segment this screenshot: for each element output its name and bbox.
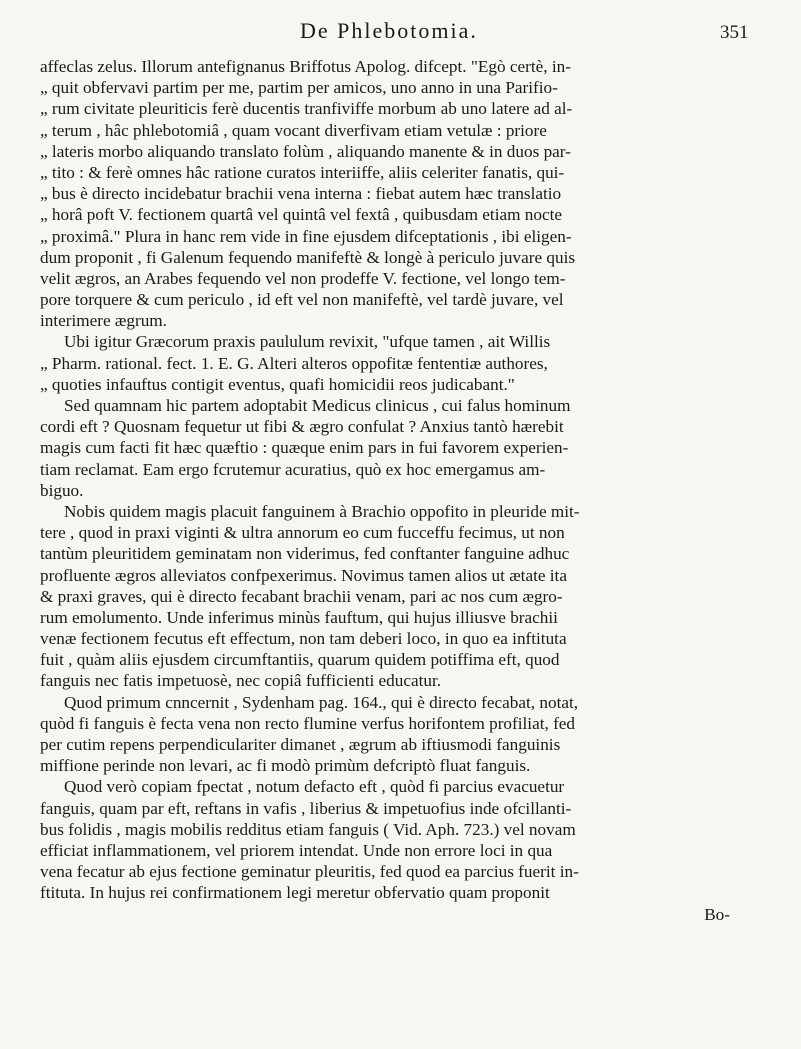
page-number: 351: [720, 22, 749, 43]
text-line: affeclas zelus. Illorum antefignanus Briffotus Apolog. difcept. "Egò certè, in-: [40, 57, 571, 76]
catchword: Bo-: [704, 904, 730, 924]
running-title: De Phlebotomia.: [300, 18, 478, 43]
text-line: „ horâ poft V. fectionem quartâ vel quintâ vel fextâ , quibusdam etiam nocte: [40, 205, 562, 225]
text-line: vena fecatur ab ejus fectione geminatur pleuritis, fed quod ea parcius fuerit in-: [40, 862, 579, 882]
text-line: tere , quod in praxi viginti & ultra annorum eo cum fucceffu fecimus, ut non: [40, 523, 565, 543]
text-line: tantùm pleuritidem geminatam non viderimus, fed conftanter fanguine adhuc: [40, 544, 570, 564]
text-line: pore torquere & cum periculo , id eft vel non manifeftè, vel tardè juvare, vel: [40, 290, 564, 310]
text-line: per cutim repens perpendiculariter dimanet , ægrum ab iftiusmodi fanguinis: [40, 735, 561, 754]
text-line: „ quit obfervavi partim per me, partim per amicos, uno anno in una Parifio-: [40, 78, 558, 98]
text-line: ftituta. In hujus rei confirmationem legi meretur obfervatio quam proponit: [40, 883, 550, 903]
text-line: fanguis nec fatis impetuosè, nec copiâ fufficienti educatur.: [40, 671, 442, 691]
text-line: quòd fi fanguis è fecta vena non recto flumine verfus horifontem profiliat, fed: [40, 713, 576, 733]
text-line: rum emolumento. Unde inferimus minùs fauftum, qui hujus illiusve brachii: [40, 607, 558, 627]
text-line: Sed quamnam hic partem adoptabit Medicus clinicus , cui falus hominum: [64, 396, 571, 415]
text-line: profluente ægros alleviatos confpexerimus. Novimus tamen alios ut ætate ita: [40, 565, 567, 585]
text-line: bus folidis , magis mobilis redditus etiam fanguis ( Vid. Aph. 723.) vel novam: [40, 819, 576, 839]
text-line: magis cum facti fit hæc quæftio : quæque enim pars in fui favorem experien-: [40, 438, 569, 458]
text-line: „ bus è directo incidebatur brachii vena interna : fiebat autem hæc translatio: [40, 184, 562, 204]
text-line: miffione perinde non levari, ac fi modò primùm defcriptò fluat fanguis.: [40, 756, 531, 776]
text-line: tiam reclamat. Eam ergo fcrutemur acuratius, quò ex hoc emergamus am-: [40, 459, 546, 479]
text-line: venæ fectionem fecutus eft effectum, non tam deberi loco, in quo ea inftituta: [40, 629, 567, 649]
text-line: „ proximâ." Plura in hanc rem vide in fine ejusdem difceptationis , ibi eligen-: [40, 226, 572, 246]
text-line: Quod verò copiam fpectat , notum defacto eft , quòd fi parcius evacuetur: [64, 777, 565, 797]
text-line: „ rum civitate pleuriticis ferè ducentis tranfiviffe morbum ab uno latere ad al-: [40, 99, 573, 119]
body-text: [40, 56, 770, 925]
text-line: fanguis, quam par eft, reftans in vafis , liberius & impetuofius inde ofcillanti-: [40, 798, 572, 818]
text-line: „ quoties infauftus contigit eventus, quafi homicidii reos judicabant.": [40, 374, 515, 394]
text-line: fuit , quàm aliis ejusdem circumftantiis, quarum quidem potiffima eft, quod: [40, 650, 560, 670]
text-line: Ubi igitur Græcorum praxis paululum revixit, "ufque tamen , ait Willis: [64, 332, 551, 352]
text-line: biguo.: [40, 480, 84, 500]
text-line: interimere ægrum.: [40, 311, 167, 331]
text-line: cordi eft ? Quosnam fequetur ut fibi & ægro confulat ? Anxius tantò hærebit: [40, 417, 564, 437]
text-line: Quod primum cnncernit , Sydenham pag. 164., qui è directo fecabat, notat,: [64, 692, 579, 712]
text-line: „ terum , hâc phlebotomiâ , quam vocant diverfivam etiam vetulæ : priore: [40, 120, 547, 140]
text-line: „ lateris morbo aliquando translato folùm , aliquando manente & in duos par-: [40, 141, 571, 161]
text-line: Nobis quidem magis placuit fanguinem à Brachio oppofito in pleuride mit-: [64, 501, 580, 521]
text-line: „ tito : & ferè omnes hâc ratione curatos interiiffe, aliis celeriter fanatis, qui-: [40, 162, 565, 182]
text-line: efficiat inflammationem, vel priorem intendat. Unde non errore loci in qua: [40, 840, 553, 860]
text-line: dum proponit , fi Galenum fequendo manifeftè & longè à periculo juvare quis: [40, 247, 576, 267]
text-line: „ Pharm. rational. fect. 1. E. G. Alteri alteros oppofitæ fententiæ authores,: [40, 353, 548, 373]
text-line: & praxi graves, qui è directo fecabant brachii venam, pari ac nos cum ægro-: [40, 586, 563, 606]
text-line: velit ægros, an Arabes fequendo vel non prodeffe V. fectione, vel longo tem-: [40, 268, 566, 288]
page-header: [0, 16, 801, 50]
